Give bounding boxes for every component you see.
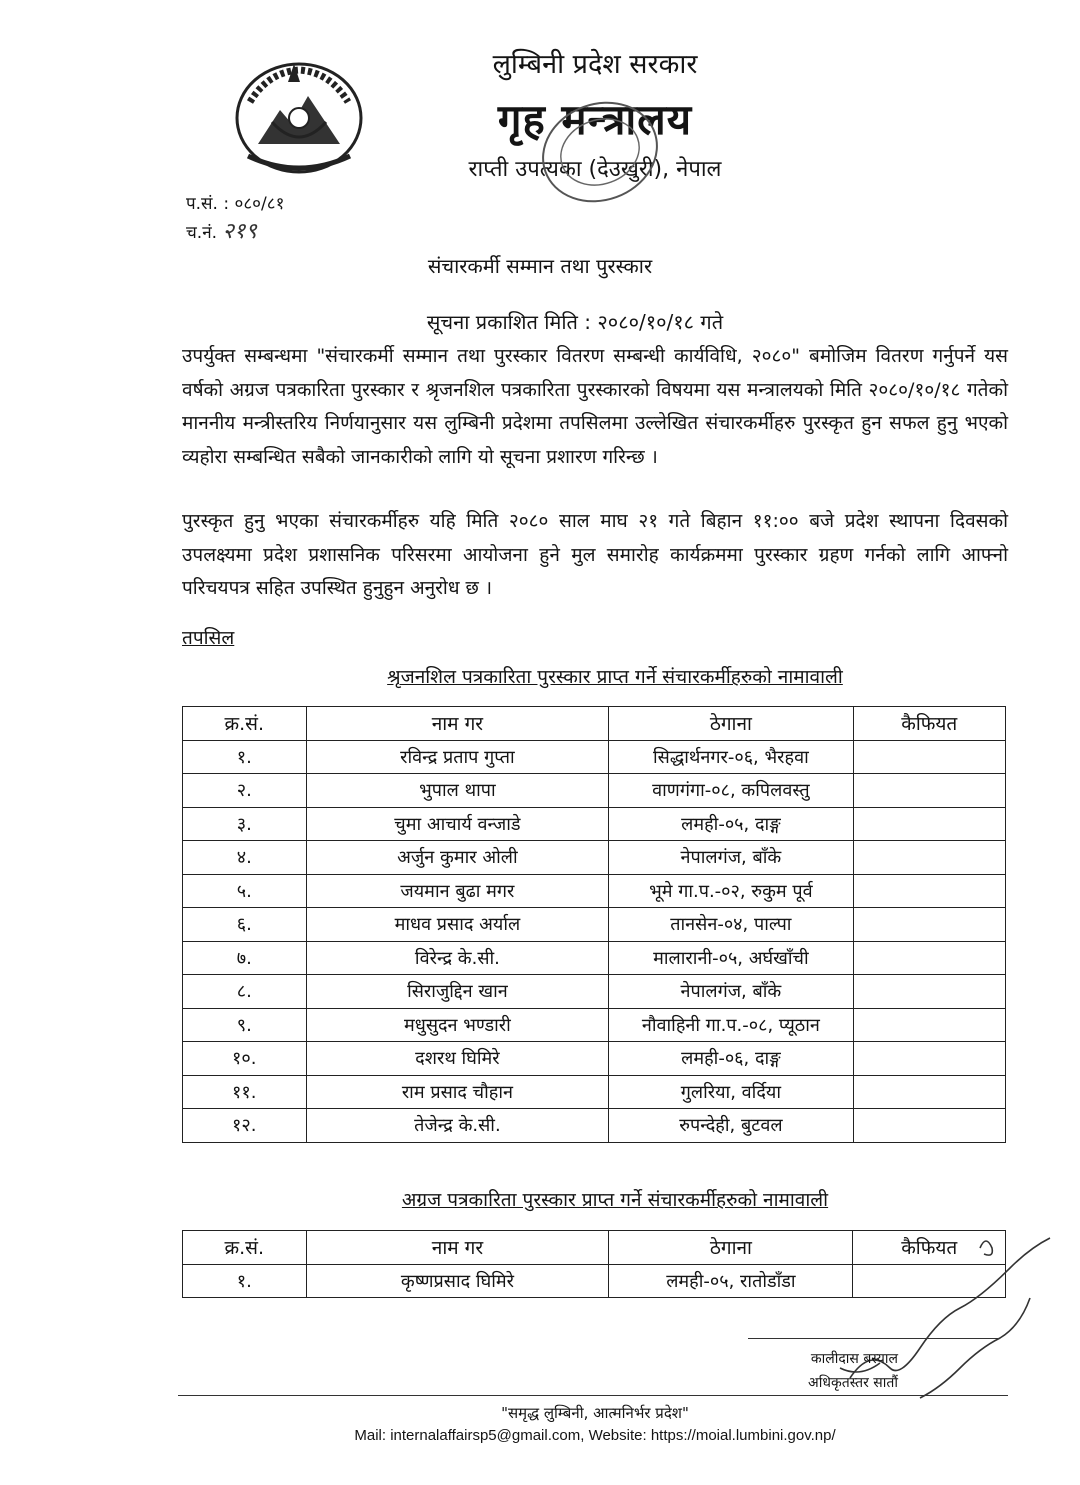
cell-remarks bbox=[853, 1042, 1006, 1076]
cell-name: तेजेन्द्र के.सी. bbox=[306, 1109, 609, 1143]
cell-name: रविन्द्र प्रताप गुप्ता bbox=[306, 740, 609, 774]
publish-date: सूचना प्रकाशित मिति : २०८०/१०/१८ गते bbox=[426, 310, 724, 334]
ministry-name: गृह मन्त्रालय bbox=[497, 95, 693, 144]
cell-sn: ७. bbox=[183, 941, 307, 975]
cell-name: अर्जुन कुमार ओली bbox=[306, 841, 609, 875]
cell-sn: १. bbox=[183, 740, 307, 774]
cell-address: रुपन्देही, बुटवल bbox=[609, 1109, 853, 1143]
cell-sn: ८. bbox=[183, 975, 307, 1009]
column-header-address: ठेगाना bbox=[609, 707, 853, 741]
ministry-address: राप्ती उपत्यका (देउखुरी), नेपाल bbox=[468, 157, 722, 182]
column-header-sn: क्र.सं. bbox=[183, 707, 307, 741]
cell-sn: १०. bbox=[183, 1042, 307, 1076]
table-row bbox=[183, 774, 1006, 808]
cell-name: दशरथ घिमिरे bbox=[306, 1042, 609, 1076]
column-header-name: नाम गर bbox=[306, 707, 609, 741]
chn-label: च.नं. bbox=[186, 223, 218, 243]
cell-remarks bbox=[853, 1008, 1006, 1042]
paragraph-1: उपर्युक्त सम्बन्धमा "संचारकर्मी सम्मान तथा पुरस्कार वितरण सम्बन्धी कार्यविधि, २०८०" बमोजिम वितरण गर्नुपर्ने यस वर्षको अग्रज पत्रकारिता पुरस्कार र श्रृजनशिल पत्रकारिता पुरस्कारको विषयमा यस मन्त्रालयको मिति २०८०/१०/१८ गतेको माननीय मन्त्रीस्तरिय निर्णयानुसार यस लुम्बिनी प्रदेशमा तपसिलमा उल्लेखित संचारकर्मीहरु पुरस्कृत हुन सफल हुनु भएको व्यहोरा सम्बन्धित सबैको जानकारीको लागि यो सूचना प्रशारण गरिन्छ । bbox=[182, 345, 1008, 468]
paragraph-2: पुरस्कृत हुनु भएका संचारकर्मीहरु यहि मिति २०८० साल माघ २१ गते बिहान ११:०० बजे प्रदेश स्थापना दिवसको उपलक्ष्यमा प्रदेश प्रशासनिक परिसरमा आयोजना हुने मुल समारोह कार्यक्रममा पुरस्कार ग्रहण गर्नको लागि आफ्नो परिचयपत्र सहित उपस्थित हुनुहुन अनुरोध छ । bbox=[182, 510, 1008, 599]
column-header-address: ठेगाना bbox=[609, 1231, 853, 1265]
table2-title: अग्रज पत्रकारिता पुरस्कार प्राप्त गर्ने संचारकर्मीहरुको नामावाली bbox=[401, 1189, 829, 1211]
cell-address: लमही-०५, रातोडाँडा bbox=[609, 1264, 853, 1298]
cell-address: मालारानी-०५, अर्घखाँची bbox=[609, 941, 853, 975]
cell-remarks bbox=[853, 1075, 1006, 1109]
cell-sn: ५. bbox=[183, 874, 307, 908]
ps-value: ०८०/८१ bbox=[234, 194, 285, 214]
cell-sn: ९. bbox=[183, 1008, 307, 1042]
footer-slogan: "समृद्ध लुम्बिनी, आत्मनिर्भर प्रदेश" bbox=[501, 1404, 689, 1422]
signoff-block bbox=[748, 1338, 1008, 1395]
reference-block bbox=[186, 190, 284, 247]
cell-address: गुलरिया, वर्दिया bbox=[609, 1075, 853, 1109]
cell-address: भूमे गा.प.-०२, रुकुम पूर्व bbox=[609, 874, 853, 908]
cell-remarks bbox=[853, 774, 1006, 808]
cell-remarks bbox=[853, 807, 1006, 841]
table-row bbox=[183, 874, 1006, 908]
column-header-sn: क्र.सं. bbox=[183, 1231, 307, 1265]
cell-address: वाणगंगा-०८, कपिलवस्तु bbox=[609, 774, 853, 808]
schedule-heading: तपसिल bbox=[182, 627, 235, 649]
column-header-remarks: कैफियत bbox=[853, 1231, 1006, 1265]
chn-value: २१९ bbox=[222, 219, 257, 244]
cell-remarks bbox=[853, 908, 1006, 942]
table-row bbox=[183, 1008, 1006, 1042]
cell-address: नेपालगंज, बाँके bbox=[609, 841, 853, 875]
table-row bbox=[183, 1075, 1006, 1109]
office-stamp-icon bbox=[530, 92, 680, 222]
table-row bbox=[183, 941, 1006, 975]
cell-address: लमही-०५, दाङ्ग bbox=[609, 807, 853, 841]
cell-sn: १२. bbox=[183, 1109, 307, 1143]
cell-sn: ६. bbox=[183, 908, 307, 942]
footer-divider bbox=[178, 1395, 1008, 1396]
creative-journalism-award-table bbox=[182, 706, 1006, 1143]
signatory-designation: अधिकृतस्तर सातौं bbox=[808, 1375, 898, 1391]
cell-remarks bbox=[853, 740, 1006, 774]
cell-address: तानसेन-०४, पाल्पा bbox=[609, 908, 853, 942]
cell-name: भुपाल थापा bbox=[306, 774, 609, 808]
cell-name: सिराजुद्दिन खान bbox=[306, 975, 609, 1009]
table-row bbox=[183, 1042, 1006, 1076]
ps-label: प.सं. : bbox=[186, 194, 230, 214]
cell-name: विरेन्द्र के.सी. bbox=[306, 941, 609, 975]
table-header-row bbox=[183, 707, 1006, 741]
cell-name: कृष्णप्रसाद घिमिरे bbox=[306, 1264, 609, 1298]
cell-name: चुमा आचार्य वन्जाडे bbox=[306, 807, 609, 841]
table-row bbox=[183, 975, 1006, 1009]
cell-remarks bbox=[853, 1109, 1006, 1143]
cell-sn: ११. bbox=[183, 1075, 307, 1109]
column-header-name: नाम गर bbox=[306, 1231, 609, 1265]
signature-line bbox=[748, 1338, 998, 1339]
table-row bbox=[183, 1109, 1006, 1143]
cell-sn: १. bbox=[183, 1264, 307, 1298]
signatory-name: कालीदास बस्याल bbox=[810, 1351, 898, 1367]
table-row bbox=[183, 807, 1006, 841]
cell-remarks bbox=[853, 874, 1006, 908]
cell-name: जयमान बुढा मगर bbox=[306, 874, 609, 908]
cell-remarks bbox=[853, 941, 1006, 975]
column-header-remarks: कैफियत bbox=[853, 707, 1006, 741]
cell-address: नेपालगंज, बाँके bbox=[609, 975, 853, 1009]
cell-remarks bbox=[853, 975, 1006, 1009]
table-row bbox=[183, 841, 1006, 875]
cell-name: मधुसुदन भण्डारी bbox=[306, 1008, 609, 1042]
cell-sn: २. bbox=[183, 774, 307, 808]
cell-name: माधव प्रसाद अर्याल bbox=[306, 908, 609, 942]
cell-sn: ३. bbox=[183, 807, 307, 841]
footer-contact: Mail: internalaffairsp5@gmail.com, Website: https://moial.lumbini.gov.np/ bbox=[354, 1427, 836, 1444]
cell-remarks bbox=[853, 841, 1006, 875]
cell-address: सिद्धार्थनगर-०६, भैरहवा bbox=[609, 740, 853, 774]
table-row bbox=[183, 908, 1006, 942]
cell-address: नौवाहिनी गा.प.-०८, प्यूठान bbox=[609, 1008, 853, 1042]
table-row bbox=[183, 740, 1006, 774]
table1-title: श्रृजनशिल पत्रकारिता पुरस्कार प्राप्त गर्ने संचारकर्मीहरुको नामावाली bbox=[387, 666, 843, 688]
cell-name: राम प्रसाद चौहान bbox=[306, 1075, 609, 1109]
cell-address: लमही-०६, दाङ्ग bbox=[609, 1042, 853, 1076]
cell-sn: ४. bbox=[183, 841, 307, 875]
notice-subject: संचारकर्मी सम्मान तथा पुरस्कार bbox=[427, 254, 653, 278]
government-name: लुम्बिनी प्रदेश सरकार bbox=[492, 49, 698, 80]
